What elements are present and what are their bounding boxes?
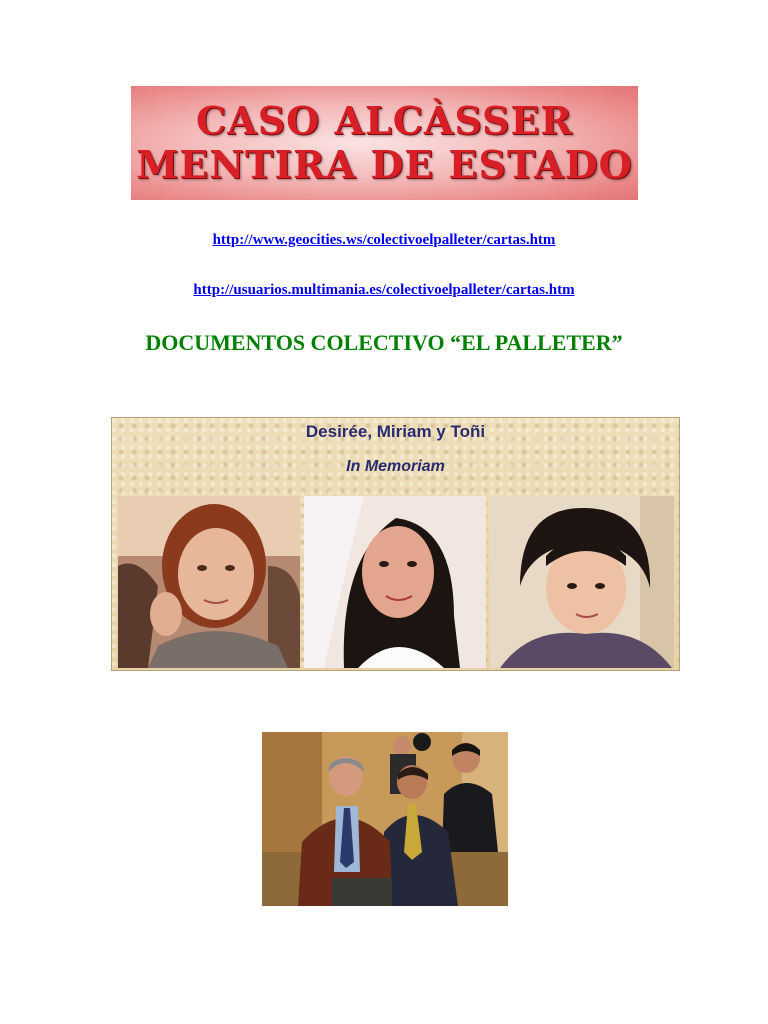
multimania-link[interactable]: http://usuarios.multimania.es/colectivoelpalleter/cartas.htm	[193, 282, 575, 298]
memorial-subtitle: In Memoriam	[346, 458, 445, 475]
portrait-left	[118, 496, 300, 668]
portrait-center	[304, 496, 486, 668]
memorial-title: Desirée, Miriam y Toñi	[305, 422, 486, 441]
banner-image	[131, 86, 638, 200]
portrait-right	[490, 496, 674, 668]
memorial-image	[111, 417, 680, 671]
page-heading: DOCUMENTOS COLECTIVO “EL PALLETER”	[145, 330, 623, 355]
courtroom-photo	[262, 732, 508, 906]
banner-title-line-1: CASO ALCÀSSER	[195, 98, 574, 143]
banner-title-line-2: MENTIRA DE ESTADO	[136, 142, 633, 187]
geocities-link[interactable]: http://www.geocities.ws/colectivoelpalleter/cartas.htm	[212, 232, 556, 248]
